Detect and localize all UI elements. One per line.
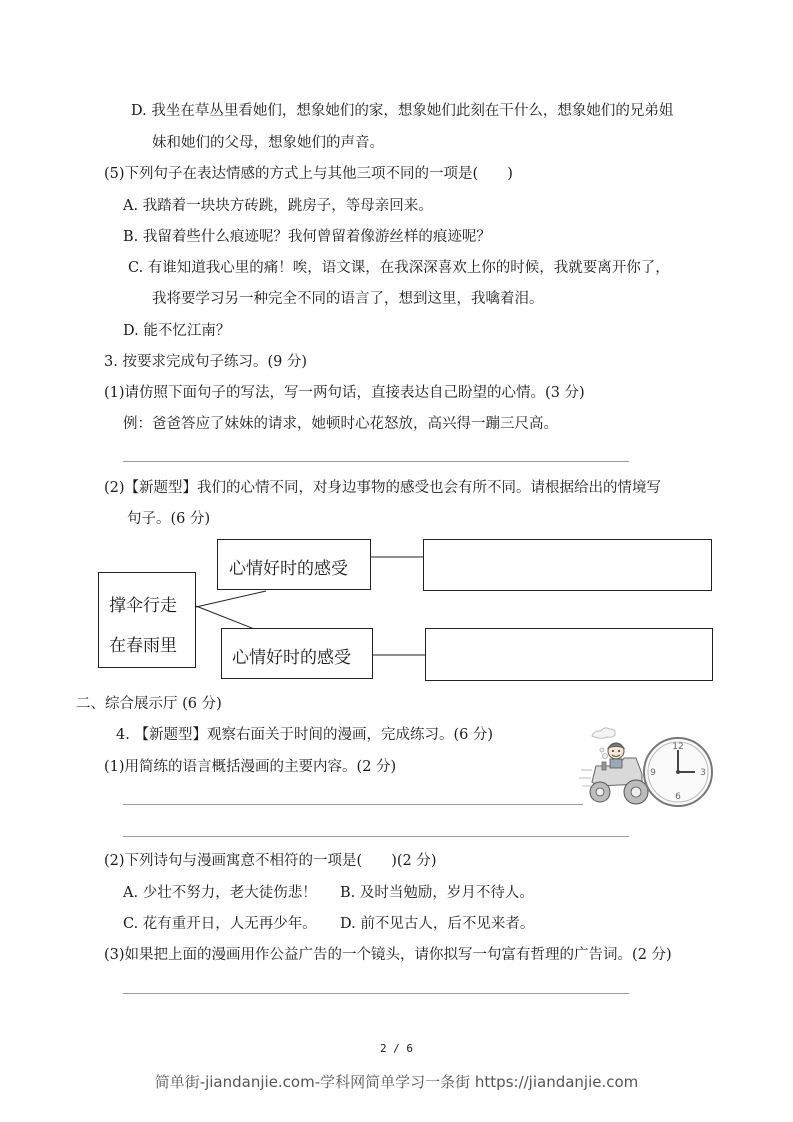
q4-option-c: C. 花有重开日，人无再少年。 xyxy=(123,916,317,932)
q4-sub2-stem: (2)下列诗句与漫画寓意不相符的一项是( )(2 分) xyxy=(104,853,437,869)
feeling-bottom-box xyxy=(221,628,373,679)
answer-line[interactable] xyxy=(123,993,629,994)
scenario-box xyxy=(98,572,196,668)
clock-nine: 9 xyxy=(650,768,656,778)
site-footer: 简单街-jiandanjie.com-学科网简单学习一条街 https://jiandanjie.com xyxy=(154,1073,639,1091)
q3-title: 3. 按要求完成句子练习。(9 分) xyxy=(104,354,308,370)
q5-option-c-line2: 我将要学习另一种完全不同的语言了，想到这里，我噙着泪。 xyxy=(152,291,544,307)
option-d-line1: D. 我坐在草丛里看她们，想象她们的家，想象她们此刻在干什么，想象她们的兄弟姐 xyxy=(131,103,674,119)
q5-stem: (5)下列句子在表达情感的方式上与其他三项不同的一项是( ) xyxy=(104,166,513,182)
q5-option-c-line1: C. 有谁知道我心里的痛！唉，语文课，在我深深喜欢上你的时候，我就要离开你了， xyxy=(128,260,670,276)
q4-sub3-stem: (3)如果把上面的漫画用作公益广告的一个镜头，请你拟写一句富有哲理的广告词。(2 分) xyxy=(104,947,672,963)
feeling-top-label: 心情好时的感受 xyxy=(229,559,348,579)
option-d-line2: 妹和她们的父母，想象她们的声音。 xyxy=(152,135,384,151)
clock-three: 3 xyxy=(700,768,706,778)
feeling-bottom-answer-box[interactable] xyxy=(425,628,713,681)
section2-title: 二、综合展示厅 (6 分) xyxy=(76,696,222,712)
q3-sub1-example: 例：爸爸答应了妹妹的请求，她顿时心花怒放，高兴得一蹦三尺高。 xyxy=(123,416,558,432)
q4-option-b: B. 及时当勉励，岁月不待人。 xyxy=(340,885,534,901)
q5-option-d: D. 能不忆江南？ xyxy=(123,323,231,339)
feeling-top-box xyxy=(217,539,371,590)
time-cartoon-illustration xyxy=(578,722,718,808)
scenario-line1: 撑伞行走 xyxy=(109,596,177,616)
feeling-bottom-label: 心情好时的感受 xyxy=(232,648,351,668)
scenario-line2: 在春雨里 xyxy=(109,636,177,656)
q4-option-a: A. 少壮不努力，老大徒伤悲！ xyxy=(123,885,317,901)
q3-sub1-stem: (1)请仿照下面句子的写法，写一两句话，直接表达自己盼望的心情。(3 分) xyxy=(104,385,585,401)
clock-twelve: 12 xyxy=(672,742,684,752)
q4-title: 4. 【新题型】观察右面关于时间的漫画，完成练习。(6 分) xyxy=(116,727,494,743)
page-number: 2 / 6 xyxy=(379,1042,414,1055)
q5-option-a: A. 我踏着一块块方砖跳，跳房子，等母亲回来。 xyxy=(123,198,433,214)
feeling-top-answer-box[interactable] xyxy=(423,539,712,591)
q4-option-d: D. 前不见古人，后不见来者。 xyxy=(340,916,535,932)
q4-sub1-stem: (1)用简练的语言概括漫画的主要内容。(2 分) xyxy=(104,759,397,775)
answer-line[interactable] xyxy=(123,804,583,805)
answer-line[interactable] xyxy=(123,836,629,837)
clock-six: 6 xyxy=(675,792,681,802)
q3-sub2-line1: (2)【新题型】我们的心情不同，对身边事物的感受也会有所不同。请根据给出的情境写 xyxy=(104,480,662,496)
q5-option-b: B. 我留着些什么痕迹呢？我何曾留着像游丝样的痕迹呢？ xyxy=(123,229,491,245)
q3-sub2-line2: 句子。(6 分) xyxy=(127,511,211,527)
